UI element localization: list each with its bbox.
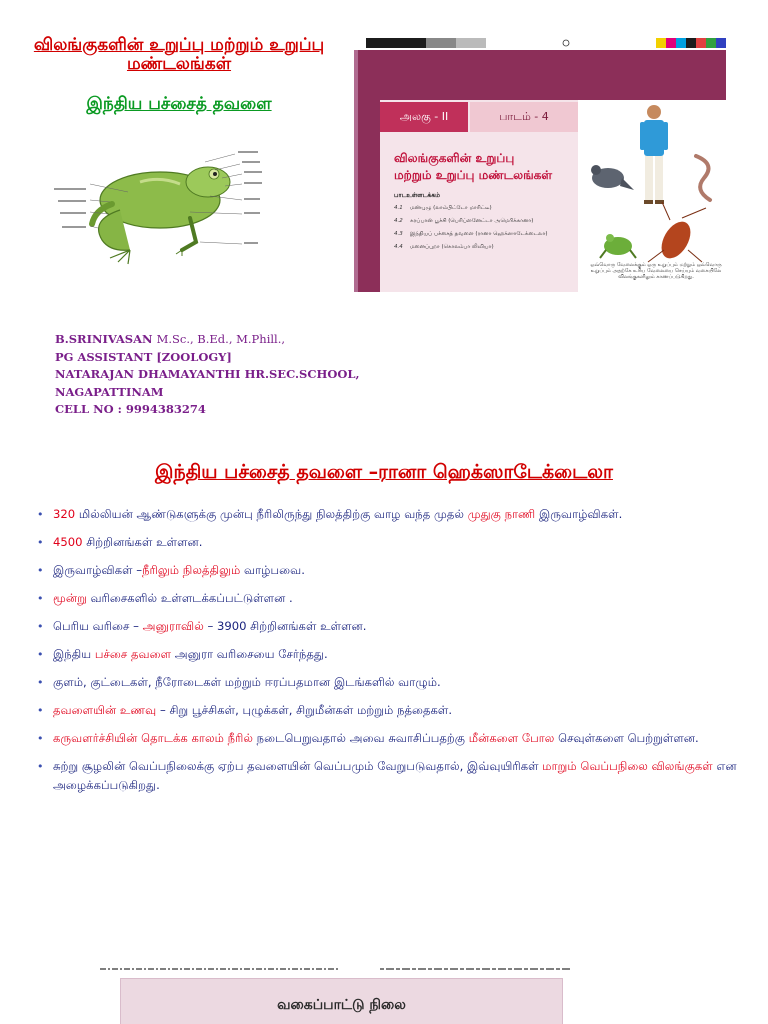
cover-heading-line2: மற்றும் உறுப்பு மண்டலங்கள் xyxy=(394,168,553,182)
fact-highlight: முதுகு நாணி xyxy=(467,507,536,521)
fact-text: வரிசைகளில் உள்ளடக்கப்பட்டுள்ளன . xyxy=(86,591,293,605)
list-item xyxy=(30,757,750,795)
fact-text: இந்திய xyxy=(53,647,95,661)
list-item xyxy=(30,673,750,692)
classification-card xyxy=(120,978,563,1024)
fact-text: சுற்று சூழலின் வெப்பநிலைக்கு ஏற்ப தவளையின் வெப்பமும் வேறுபடுவதால், இவ்வுயிரிகள் xyxy=(53,759,543,773)
list-item xyxy=(30,729,750,748)
contents-num: 4.2 xyxy=(394,218,403,224)
fact-text: செவுள்களை பெற்றுள்ளன. xyxy=(554,731,699,745)
list-item xyxy=(30,617,750,636)
human-icon xyxy=(640,105,668,204)
fact-text: இருவாழ்விகள். xyxy=(535,507,623,521)
author-position: PG ASSISTANT [ZOOLOGY] xyxy=(55,349,232,364)
fact-text: நடைபெறுவதால் அவை சுவாசிப்பதற்கு xyxy=(253,731,469,745)
cover-background xyxy=(354,50,726,292)
frog-icon xyxy=(92,167,230,264)
contents-text: இந்தியப் பச்சைத் தவளை (ரானா ஹெக்ஸாடேக்டைலா) xyxy=(410,231,548,237)
pigeon-icon xyxy=(591,165,634,190)
fact-text: 320 xyxy=(53,507,79,521)
fact-highlight: நீரில் xyxy=(227,731,253,745)
cover-heading-line1: விலங்குகளின் உறுப்பு xyxy=(394,151,515,165)
fact-text: – சிறு பூச்சிகள், புழுக்கள், சிறுமீன்கள் மற்றும் நத்தைகள். xyxy=(156,703,453,717)
fact-highlight: மாறும் வெப்பநிலை விலங்குகள் xyxy=(542,759,713,773)
lesson-tab: பாடம் - 4 xyxy=(470,102,578,132)
earthworm-icon xyxy=(696,156,710,200)
fact-text: அனுரா வரிசையை சேர்ந்தது. xyxy=(171,647,328,661)
page-title: விலங்குகளின் உறுப்பு மற்றும் உறுப்பு மண்டலங்கள் xyxy=(33,35,325,74)
fact-text: மில்லியன் ஆண்டுகளுக்கு முன்பு நீரிலிருந்து நிலத்திற்கு வாழ வந்த முதல் xyxy=(78,507,468,521)
contents-list xyxy=(394,204,576,256)
fact-highlight: தவளையின் உணவு xyxy=(53,703,157,717)
author-cell-line xyxy=(55,401,359,419)
fact-highlight: அனுராவில் xyxy=(142,619,204,633)
list-item xyxy=(30,533,750,552)
section-title: இந்திய பச்சைத் தவளை –ரானா ஹெக்ஸாடேக்டைலா xyxy=(155,461,613,483)
fact-highlight: கருவளர்ச்சியின் தொடக்க காலம் xyxy=(53,731,228,745)
color-bar xyxy=(366,38,726,50)
contents-item xyxy=(394,243,576,251)
cell-number: 9994383274 xyxy=(125,402,206,416)
contents-text: மண்புழு (லாம்பிட்டோ மாரிட்டீ) xyxy=(410,205,492,211)
fact-text: சிற்றினங்கள் உள்ளன. xyxy=(86,535,203,549)
cover-contents-panel xyxy=(380,100,578,292)
author-block xyxy=(55,331,359,419)
fact-highlight: நீரிலும் நிலத்திலும் xyxy=(142,563,241,577)
cover-heading xyxy=(394,150,574,184)
unit-tab: அலகு - II xyxy=(380,102,468,132)
list-item xyxy=(30,561,750,580)
contents-num: 4.4 xyxy=(394,244,403,250)
contents-item xyxy=(394,204,576,212)
page-subtitle: இந்திய பச்சைத் தவளை xyxy=(86,94,272,114)
author-degrees: M.Sc., B.Ed., M.Phill., xyxy=(156,332,286,346)
cell-label: CELL NO : xyxy=(55,402,126,416)
fact-text: வாழ்பவை. xyxy=(240,563,305,577)
author-name: B.SRINIVASAN xyxy=(55,332,153,346)
list-item xyxy=(30,589,750,608)
author-name-line xyxy=(55,331,359,349)
fact-text: குளம், குட்டைகள், நீரோடைகள் மற்றும் ஈரப்பதமான இடங்களில் வாழும். xyxy=(53,675,441,689)
contents-item xyxy=(394,230,576,238)
cover-caption: ஒவ்வொரு வேலைக்கும் ஒரு உறுப்பும் மற்றும் ஒவ்வொரு உறுப்பும் அதற்கே உரிய வேலையை செய்யும் வகையிலே விலங்குகளிலும் காணப்படுகிறது. xyxy=(590,262,722,280)
contents-num: 4.1 xyxy=(394,205,403,211)
fact-highlight: 4500 xyxy=(53,535,87,549)
list-item xyxy=(30,645,750,664)
fact-text: பெரிய வரிசை – xyxy=(53,619,143,633)
fact-text: – 3900 சிற்றினங்கள் உள்ளன. xyxy=(203,619,367,633)
classification-heading: வகைப்பாட்டு நிலை xyxy=(277,997,406,1013)
contents-num: 4.3 xyxy=(394,231,403,237)
fact-text: என அழைக்கப்படுகிறது. xyxy=(53,759,737,792)
contents-text: மனைப்புறா (கொலம்பா லிவியா) xyxy=(410,244,494,250)
fact-list xyxy=(30,505,750,804)
fact-highlight: மூன்று xyxy=(53,591,87,605)
cover-page xyxy=(380,100,726,292)
list-item xyxy=(30,505,750,524)
contents-label: பாடஉள்ளடக்கம் xyxy=(394,192,440,199)
author-school: NATARAJAN DHAMAYANTHI HR.SEC.SCHOOL, xyxy=(55,367,360,381)
list-item xyxy=(30,701,750,720)
fact-highlight: மீன்களை போல xyxy=(468,731,555,745)
contents-item xyxy=(394,217,576,225)
cockroach-icon xyxy=(648,202,706,263)
contents-text: கரப்பான் பூச்சி (பெரிப்ளனேட்டா அமெரிக்கானா) xyxy=(410,218,534,224)
frog-diagram xyxy=(50,140,280,280)
frog-small-icon xyxy=(600,234,636,258)
fact-highlight: பச்சை தவளை xyxy=(94,647,172,661)
fact-text: இருவாழ்விகள் – xyxy=(53,563,143,577)
page-divider xyxy=(100,964,580,974)
author-city: NAGAPATTINAM xyxy=(55,384,164,399)
textbook-cover xyxy=(354,38,726,292)
